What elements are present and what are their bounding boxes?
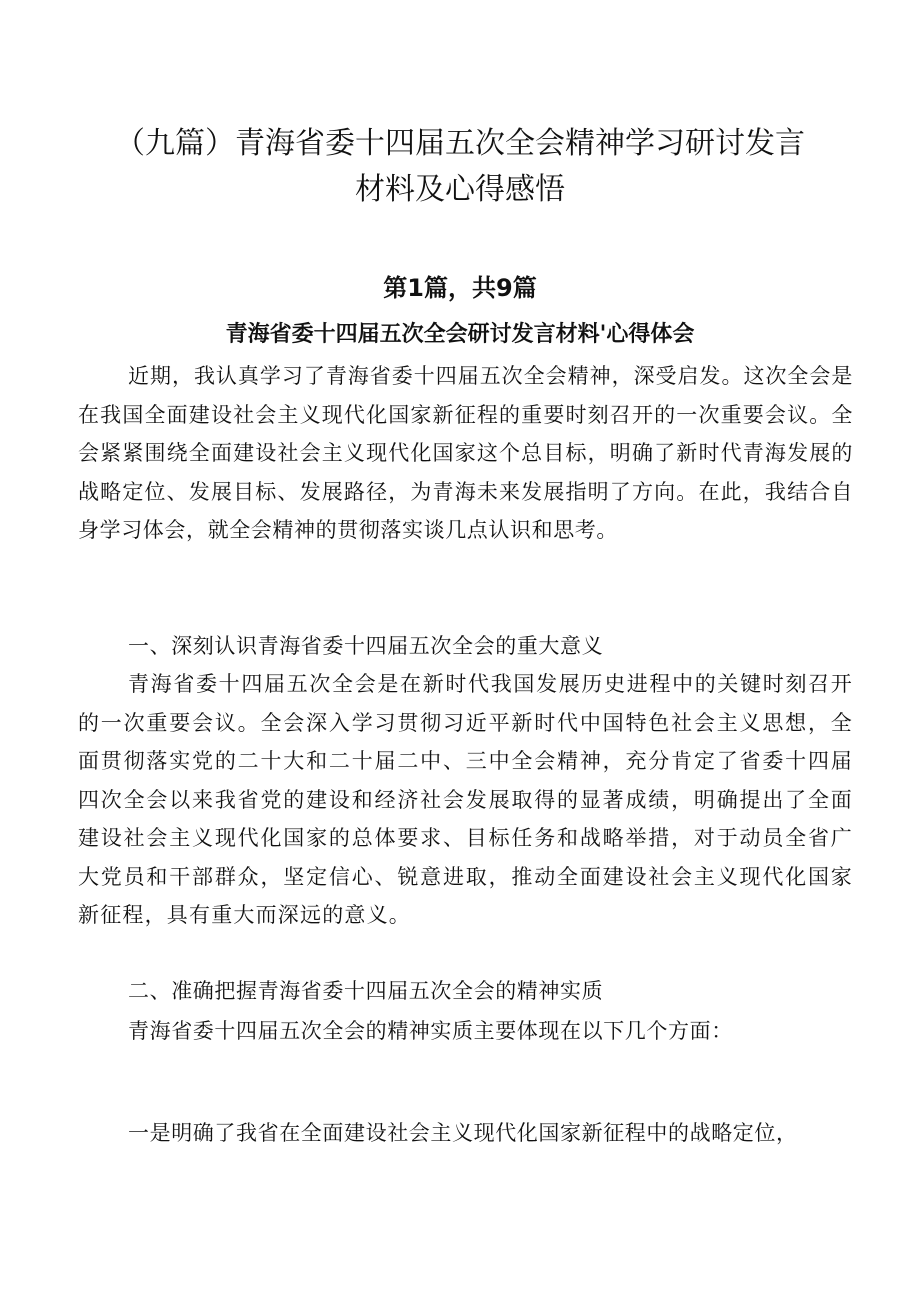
point-one-paragraph: 一是明确了我省在全面建设社会主义现代化国家新征程中的战略定位， [128, 1121, 798, 1145]
essence-intro-paragraph: 青海省委十四届五次全会的精神实质主要体现在以下几个方面： [128, 1019, 733, 1043]
part-label: 第1篇，共9篇 [383, 274, 537, 302]
document-title-line-2: 材料及心得感悟 [355, 172, 565, 207]
section-heading-1: 一、深刻认识青海省委十四届五次全会的重大意义 [128, 634, 604, 658]
intro-paragraph: 近期，我认真学习了青海省委十四届五次全会精神，深受启发。这次全会是在我国全面建设社会主义现代化国家新征程的重要时刻召开的一次重要会议。全会紧紧围绕全面建设社会主义现代化国家这个总目标，明确了新时代青海发展的战略定位、发展目标、发展路径，为青海未来发展指明了方向。在此，我结合自身学习体会，就全会精神的贯彻落实谈几点认识和思考。 [78, 364, 853, 542]
article-title: 青海省委十四届五次全会研讨发言材料'心得体会 [225, 322, 695, 347]
significance-paragraph: 青海省委十四届五次全会是在新时代我国发展历史进程中的关键时刻召开的一次重要会议。全会深入学习贯彻习近平新时代中国特色社会主义思想，全面贯彻落实党的二十大和二十届二中、三中全会精神，充分肯定了省委十四届四次全会以来我省党的建设和经济社会发展取得的显著成绩，明确提出了全面建设社会主义现代化国家的总体要求、目标任务和战略举措，对于动员全省广大党员和干部群众，坚定信心、锐意进取，推动全面建设社会主义现代化国家新征程，具有重大而深远的意义。 [78, 672, 853, 927]
section-heading-2: 二、准确把握青海省委十四届五次全会的精神实质 [128, 979, 604, 1003]
document-title-line-1: （九篇）青海省委十四届五次全会精神学习研讨发言 [115, 126, 805, 161]
